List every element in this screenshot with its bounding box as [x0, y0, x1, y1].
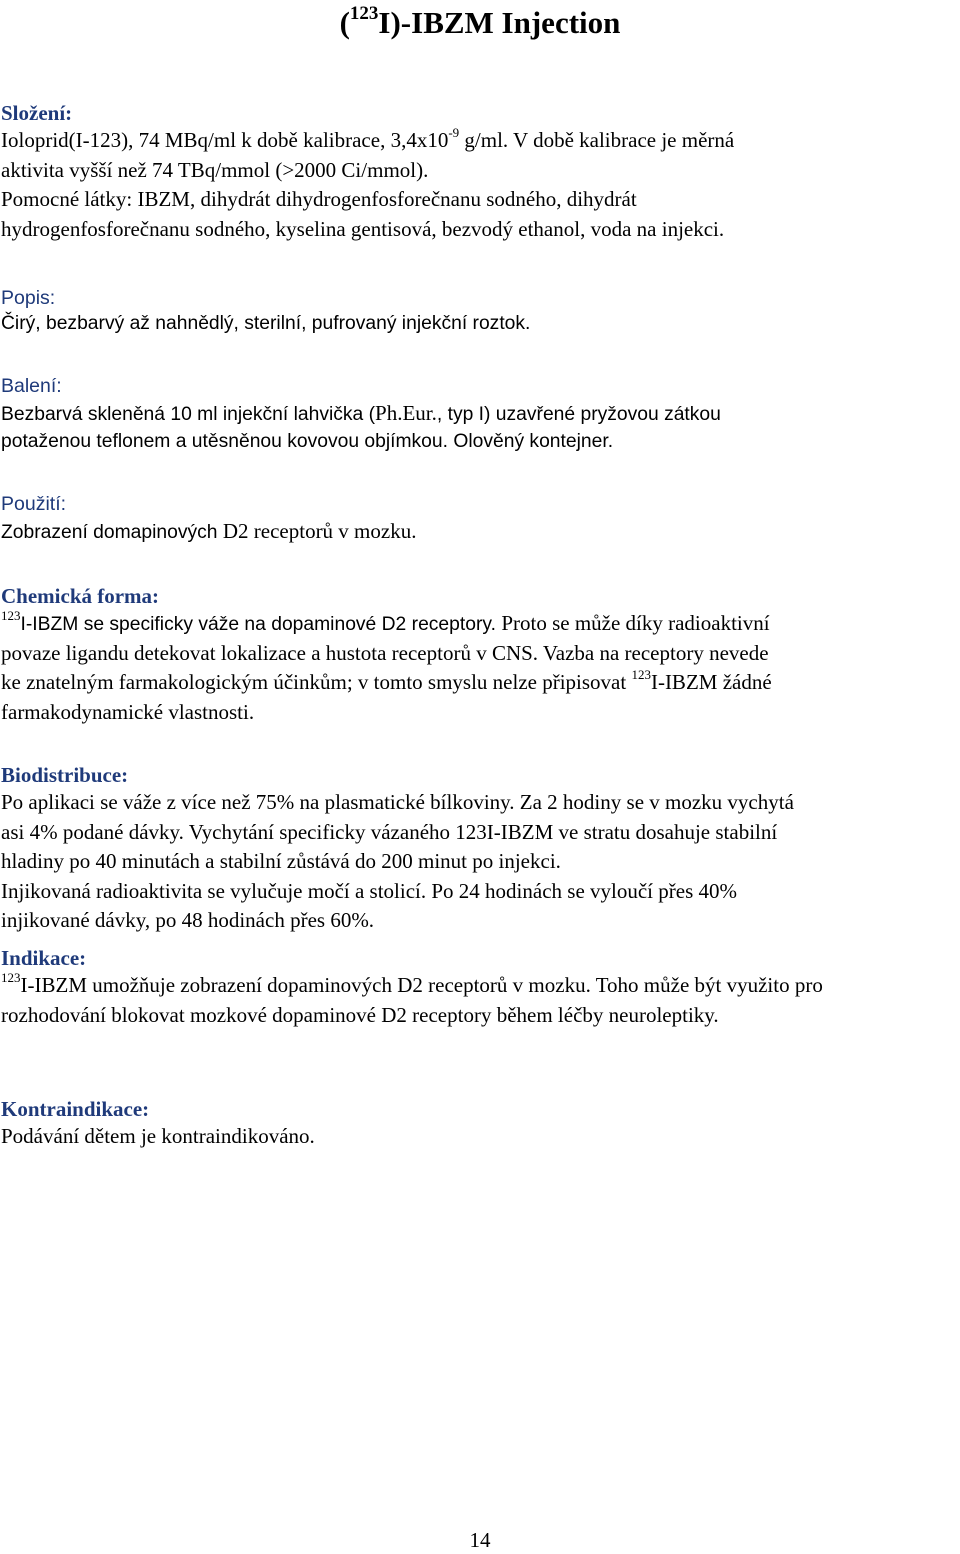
chemicka-forma-line-1: $^{123}$I-IBZM se specificky váže na dopaminové D2 receptory. Proto se může díky radioaktivní: [1, 608, 770, 635]
slozeni-line-1: Ioloprid(I-123), 74 MBq/ml k době kalibrace, $3,4x10^{-9}$ g/ml. V době kalibrace je měrná: [1, 125, 735, 152]
title-isotope-superscript: 123: [349, 2, 379, 24]
slozeni-line-3: Pomocné látky: IBZM, dihydrát dihydrogenfosforečnanu sodného, dihydrát: [1, 187, 637, 211]
isotope-superscript: 123: [631, 667, 651, 682]
section-heading-chemicka-forma: Chemická forma:: [1, 584, 160, 608]
isotope-superscript: 123: [1, 970, 21, 985]
exponent-superscript: -9: [448, 125, 460, 140]
slozeni-line-2: aktivita vyšší než 74 TBq/mmol (>2000 Ci/mmol).: [1, 157, 429, 182]
section-heading-baleni: Balení:: [1, 375, 62, 397]
section-heading-kontraindikace: Kontraindikace:: [1, 1097, 150, 1121]
biodistribuce-line-1: Po aplikaci se váže z více než 75% na plasmatické bílkoviny. Za 2 hodiny se v mozku vychytá: [1, 790, 794, 814]
section-chemicka-forma: [1, 582, 959, 729]
section-heading-slozeni: Složení:: [1, 101, 73, 125]
chemicka-forma-line-3: ke znatelným farmakologickým účinkům; v tomto smyslu nelze připisovat $^{123}$I-IBZM žádné: [1, 667, 772, 694]
section-heading-popis: Popis:: [1, 287, 56, 309]
chemicka-forma-line-4: farmakodynamické vlastnosti.: [1, 699, 255, 724]
section-baleni: [1, 372, 959, 460]
biodistribuce-line-5: injikované dávky, po 48 hodinách přes 60%.: [1, 908, 375, 932]
kontraindikace-line-1: Podávání dětem je kontraindikováno.: [1, 1124, 315, 1148]
section-popis: [1, 284, 959, 343]
indikace-line-2: rozhodování blokovat mozkové dopaminové D2 receptory během léčby neuroleptiky.: [1, 1002, 719, 1027]
biodistribuce-line-3: hladiny po 40 minutách a stabilní zůstává do 200 minut po injekci.: [1, 849, 561, 873]
biodistribuce-line-2: asi 4% podané dávky. Vychytání specificky vázaného 123I-IBZM ve stratu dosahuje stabilní: [1, 819, 778, 844]
pouziti-line-1: Zobrazení domapinových D2 receptorů v mozku.: [1, 519, 417, 543]
slozeni-line-4: hydrogenfosforečnanu sodného, kyselina gentisová, bezvodý ethanol, voda na injekci.: [1, 216, 725, 241]
section-heading-indikace: Indikace:: [1, 946, 87, 970]
section-pouziti: [1, 490, 959, 549]
baleni-line-1: Bezbarvá skleněná 10 ml injekční lahvička (Ph.Eur., typ I) uzavřené pryžovou zátkou: [1, 401, 721, 425]
document-title: ($^{123}$I)-IBZM Injection: [339, 2, 621, 40]
popis-line-1: Čirý, bezbarvý až nahnědlý, sterilní, pufrovaný injekční roztok.: [1, 313, 531, 334]
biodistribuce-line-4: Injikovaná radioaktivita se vylučuje močí a stolicí. Po 24 hodinách se vyloučí přes 40%: [1, 878, 737, 903]
chemicka-forma-line-2: povaze ligandu detekovat lokalizace a hustota receptorů v CNS. Vazba na receptory nevede: [1, 640, 769, 665]
section-heading-biodistribuce: Biodistribuce:: [1, 763, 129, 787]
section-heading-pouziti: Použití:: [1, 493, 67, 515]
section-kontraindikace: [1, 1095, 959, 1154]
section-biodistribuce: [1, 761, 959, 938]
indikace-line-1: $^{123}$I-IBZM umožňuje zobrazení dopaminových D2 receptorů v mozku. Toho může být využito pro: [1, 970, 823, 997]
baleni-line-2: potaženou teflonem a utěsněnou kovovou objímkou. Olověný kontejner.: [1, 430, 614, 452]
isotope-superscript: 123: [1, 608, 21, 623]
section-slozeni: [1, 99, 959, 246]
page-number: 14: [469, 1528, 491, 1552]
section-indikace: [1, 944, 959, 1032]
